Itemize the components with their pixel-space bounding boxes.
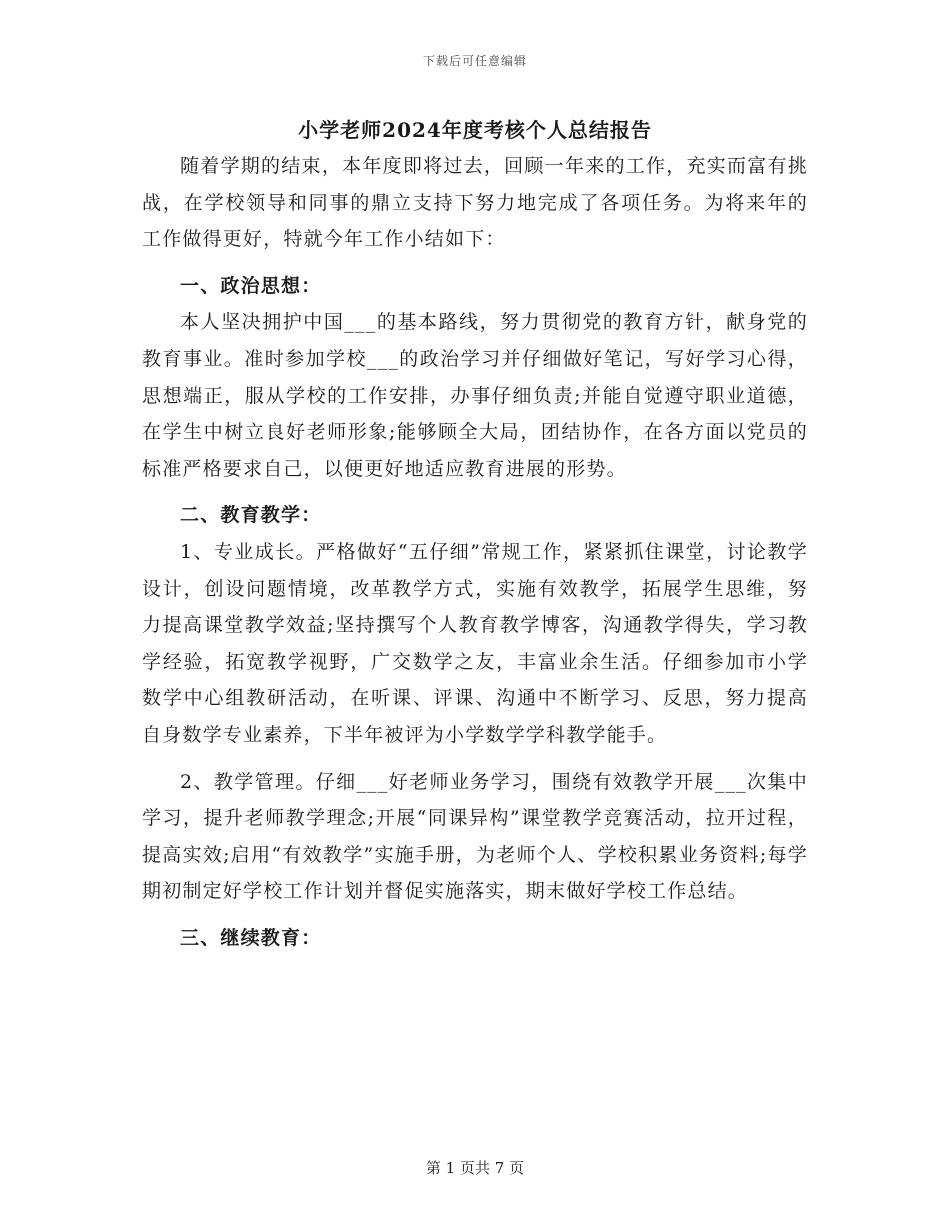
teaching-paragraph-management: 2、教学管理。仔细___好老师业务学习，围绕有效教学开展___次集中学习，提升老师教学理念;开展“同课异构”课堂教学竞赛活动，拉开过程，提高实效;启用“有效教学”实施手册，为老师个人、学校积累业务资料;每学期初制定好学校工作计划并督促实施落实，期末做好学校工作总结。 xyxy=(142,770,808,903)
page-number: 第 1 页共 7 页 xyxy=(425,1159,525,1177)
document-body xyxy=(142,148,808,956)
section-heading-education: 三、继续教育： xyxy=(180,926,322,949)
intro-paragraph: 随着学期的结束，本年度即将过去，回顾一年来的工作，充实而富有挑战，在学校领导和同事的鼎立支持下努力地完成了各项任务。为将来年的工作做得更好，特就今年工作小结如下： xyxy=(142,155,808,251)
section-heading-politics: 一、政治思想： xyxy=(180,274,322,297)
header-note: 下载后可任意编辑 xyxy=(422,54,527,68)
section-heading-teaching: 二、教育教学： xyxy=(180,504,322,527)
document-title: 小学老师2024年度考核个人总结报告 xyxy=(298,118,652,142)
teaching-paragraph-growth: 1、专业成长。严格做好“五仔细”常规工作，紧紧抓住课堂，讨论教学设计，创设问题情境，改革教学方式，实施有效教学，拓展学生思维，努力提高课堂教学效益;坚持撰写个人教育教学博客，沟通教学得失，学习教学经验，拓宽教学视野，广交数学之友，丰富业余生活。仔细参加市小学数学中心组教研活动，在听课、评课、沟通中不断学习、反思，努力提高自身数学专业素养，下半年被评为小学数学学科教学能手。 xyxy=(142,540,808,746)
politics-paragraph: 本人坚决拥护中国___的基本路线，努力贯彻党的教育方针，献身党的教育事业。准时参加学校___的政治学习并仔细做好笔记，写好学习心得，思想端正，服从学校的工作安排，办事仔细负责;并能自觉遵守职业道德，在学生中树立良好老师形象;能够顾全大局，团结协作，在各方面以党员的标准严格要求自己，以便更好地适应教育进展的形势。 xyxy=(142,311,808,480)
